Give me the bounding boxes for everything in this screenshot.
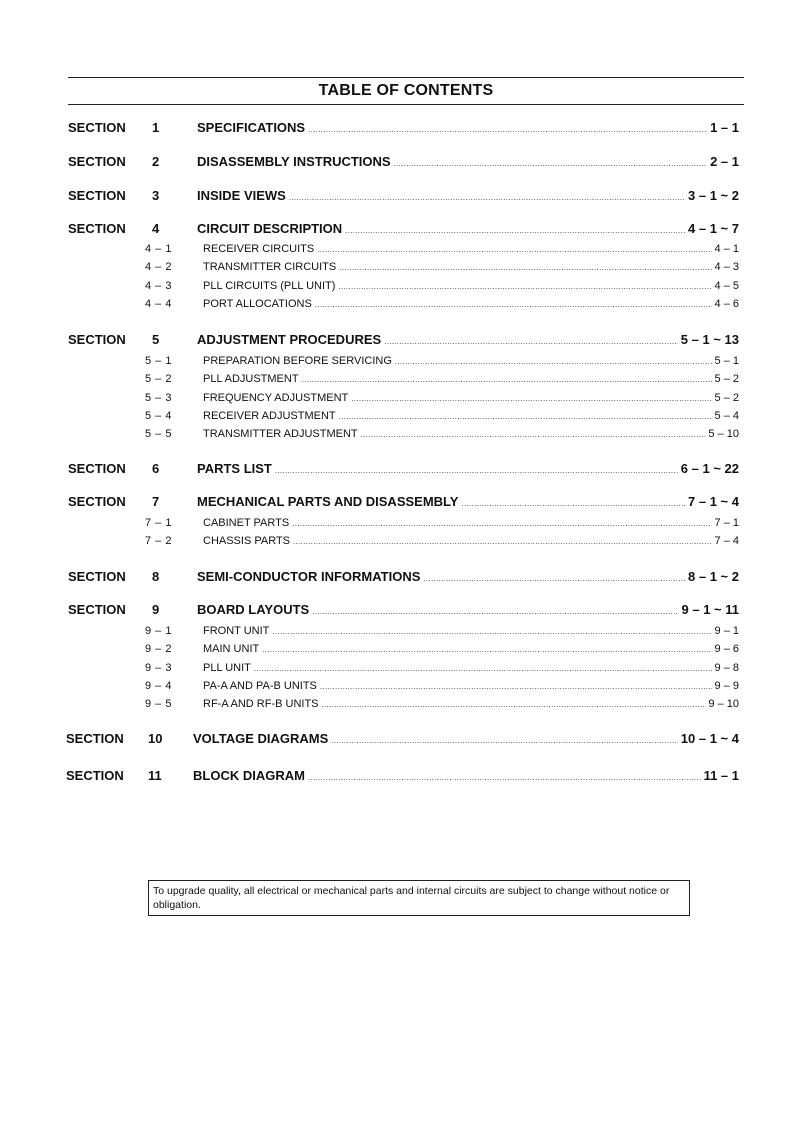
subsection-51-entry [203, 355, 739, 367]
subsection-94-entry [203, 680, 739, 692]
section-1-entry-title: SPECIFICATIONS [197, 120, 306, 135]
section-7-entry-leader [461, 499, 685, 508]
subsection-55-entry-pages: 5 – 10 [708, 428, 739, 441]
subsection-55-entry-leader [361, 430, 706, 439]
subsection-72-entry-pages: 7 – 4 [714, 535, 739, 548]
subsection-93-entry-leader [254, 664, 712, 673]
subsection-54-entry-title: RECEIVER ADJUSTMENT [203, 409, 336, 422]
subsection-42-entry-title: TRANSMITTER CIRCUITS [203, 261, 337, 274]
subsection-91-entry-title: FRONT UNIT [203, 625, 270, 637]
subsection-44-entry-pages: 4 – 6 [714, 297, 739, 310]
subsection-54-entry-pages: 5 – 4 [714, 409, 739, 422]
subsection-95-entry-pages: 9 – 10 [708, 698, 739, 711]
section-8-entry-leader [423, 574, 685, 583]
section-4-number: 4 [152, 221, 160, 236]
subsection-44-entry [203, 298, 739, 310]
subsection-41-entry-title: RECEIVER CIRCUITS [203, 243, 315, 255]
section-1-entry-leader [308, 125, 707, 134]
section-11-label: SECTION [66, 768, 124, 783]
section-11-entry-leader [308, 773, 701, 782]
section-9-entry-title: BOARD LAYOUTS [197, 602, 310, 617]
subsection-91-entry [203, 625, 739, 637]
subsection-93-entry [203, 662, 739, 674]
subsection-72-entry-leader [293, 537, 712, 546]
section-11-entry [193, 768, 739, 783]
section-3-entry-title: INSIDE VIEWS [197, 188, 286, 203]
section-6-entry-title: PARTS LIST [197, 461, 272, 476]
subsection-44-entry-leader [315, 300, 712, 309]
subsection-71-entry-title: CABINET PARTS [203, 517, 290, 529]
subsection-53-entry-title: FREQUENCY ADJUSTMENT [203, 391, 349, 404]
subsection-53-number: 5 – 3 [145, 391, 172, 404]
section-7-entry [197, 494, 739, 509]
top-rule [68, 77, 744, 78]
section-5-entry [197, 332, 739, 347]
section-5-entry-pages: 5 – 1 ~ 13 [680, 332, 739, 347]
section-8-label: SECTION [68, 569, 126, 584]
subsection-72-entry [203, 535, 739, 547]
subsection-95-number: 9 – 5 [145, 698, 172, 711]
subsection-93-entry-title: PLL UNIT [203, 661, 251, 674]
subsection-51-entry-pages: 5 – 1 [714, 355, 739, 367]
section-6-entry-pages: 6 – 1 ~ 22 [680, 461, 739, 476]
subsection-93-entry-pages: 9 – 8 [714, 661, 739, 674]
subsection-43-entry [203, 280, 739, 292]
section-4-entry [197, 221, 739, 236]
subsection-92-entry-pages: 9 – 6 [714, 643, 739, 656]
section-2-entry [197, 154, 739, 169]
page-title: TABLE OF CONTENTS [318, 82, 494, 99]
subsection-94-number: 9 – 4 [145, 679, 172, 692]
subsection-43-number: 4 – 3 [145, 279, 172, 292]
subsection-54-number: 5 – 4 [145, 409, 172, 422]
subsection-91-number: 9 – 1 [145, 625, 172, 637]
section-2-number: 2 [152, 154, 160, 169]
section-8-entry [197, 569, 739, 584]
subsection-55-entry-title: TRANSMITTER ADJUSTMENT [203, 428, 358, 441]
section-11-entry-pages: 11 – 1 [703, 768, 739, 783]
section-1-number: 1 [152, 120, 160, 135]
section-8-number: 8 [152, 569, 160, 584]
section-2-entry-pages: 2 – 1 [710, 154, 739, 169]
subsection-41-entry [203, 243, 739, 255]
section-10-entry [193, 731, 739, 746]
subsection-94-entry-pages: 9 – 9 [714, 679, 739, 692]
section-6-number: 6 [152, 461, 160, 476]
subsection-41-entry-leader [317, 245, 711, 254]
subsection-92-entry [203, 643, 739, 655]
subsection-52-entry [203, 373, 739, 385]
subsection-72-entry-title: CHASSIS PARTS [203, 535, 291, 548]
subsection-55-entry [203, 428, 739, 440]
section-5-entry-title: ADJUSTMENT PROCEDURES [197, 332, 382, 347]
title-rule [68, 104, 744, 105]
subsection-71-entry-pages: 7 – 1 [714, 517, 739, 529]
subsection-94-entry-leader [320, 682, 712, 691]
section-8-entry-title: SEMI-CONDUCTOR INFORMATIONS [197, 569, 421, 584]
subsection-71-entry [203, 517, 739, 529]
notice-box: To upgrade quality, all electrical or mechanical parts and internal circuits are subject to change without notice or obligation. [148, 880, 690, 916]
subsection-95-entry-title: RF-A AND RF-B UNITS [203, 698, 319, 711]
section-3-label: SECTION [68, 188, 126, 203]
section-4-entry-leader [345, 226, 685, 235]
section-4-entry-pages: 4 – 1 ~ 7 [688, 221, 739, 236]
section-10-entry-pages: 10 – 1 ~ 4 [680, 731, 739, 746]
subsection-52-entry-leader [302, 375, 712, 384]
section-3-entry-pages: 3 – 1 ~ 2 [688, 188, 739, 203]
section-10-number: 10 [148, 731, 163, 746]
section-1-entry [197, 120, 739, 135]
subsection-52-number: 5 – 2 [145, 373, 172, 386]
section-3-entry-leader [289, 193, 685, 202]
subsection-43-entry-leader [338, 282, 711, 291]
section-7-entry-title: MECHANICAL PARTS AND DISASSEMBLY [197, 494, 459, 509]
subsection-53-entry [203, 392, 739, 404]
subsection-71-entry-leader [292, 519, 711, 528]
subsection-41-entry-pages: 4 – 1 [714, 243, 739, 255]
section-9-entry-leader [312, 607, 678, 616]
section-7-number: 7 [152, 494, 160, 509]
subsection-44-entry-title: PORT ALLOCATIONS [203, 297, 312, 310]
section-11-entry-title: BLOCK DIAGRAM [193, 768, 305, 783]
subsection-95-entry-leader [322, 700, 706, 709]
section-6-label: SECTION [68, 461, 126, 476]
subsection-51-entry-title: PREPARATION BEFORE SERVICING [203, 355, 392, 367]
subsection-94-entry-title: PA-A AND PA-B UNITS [203, 679, 317, 692]
section-9-label: SECTION [68, 602, 126, 617]
subsection-72-number: 7 – 2 [145, 535, 172, 548]
section-10-entry-leader [331, 736, 678, 745]
section-4-label: SECTION [68, 221, 126, 236]
subsection-41-number: 4 – 1 [145, 243, 172, 255]
section-9-entry [197, 602, 739, 617]
subsection-42-entry [203, 261, 739, 273]
section-5-label: SECTION [68, 332, 126, 347]
subsection-92-number: 9 – 2 [145, 643, 172, 656]
subsection-44-number: 4 – 4 [145, 297, 172, 310]
subsection-42-entry-pages: 4 – 3 [714, 261, 739, 274]
section-3-number: 3 [152, 188, 160, 203]
subsection-51-number: 5 – 1 [145, 355, 172, 367]
section-10-label: SECTION [66, 731, 124, 746]
section-7-entry-pages: 7 – 1 ~ 4 [688, 494, 739, 509]
section-2-label: SECTION [68, 154, 126, 169]
subsection-71-number: 7 – 1 [145, 517, 172, 529]
subsection-42-entry-leader [339, 263, 711, 272]
section-6-entry [197, 461, 739, 476]
section-9-number: 9 [152, 602, 160, 617]
subsection-54-entry-leader [339, 412, 712, 421]
subsection-52-entry-pages: 5 – 2 [714, 373, 739, 386]
subsection-52-entry-title: PLL ADJUSTMENT [203, 373, 299, 386]
section-3-entry [197, 188, 739, 203]
subsection-95-entry [203, 698, 739, 710]
section-7-label: SECTION [68, 494, 126, 509]
subsection-51-entry-leader [395, 357, 712, 366]
subsection-92-entry-title: MAIN UNIT [203, 643, 260, 656]
section-9-entry-pages: 9 – 1 ~ 11 [681, 602, 739, 617]
section-11-number: 11 [148, 768, 162, 783]
subsection-43-entry-pages: 4 – 5 [714, 279, 739, 292]
section-5-entry-leader [384, 337, 678, 346]
section-6-entry-leader [275, 466, 678, 475]
subsection-54-entry [203, 410, 739, 422]
subsection-91-entry-leader [272, 627, 711, 636]
subsection-93-number: 9 – 3 [145, 661, 172, 674]
subsection-92-entry-leader [262, 645, 711, 654]
section-8-entry-pages: 8 – 1 ~ 2 [688, 569, 739, 584]
section-5-number: 5 [152, 332, 160, 347]
section-4-entry-title: CIRCUIT DESCRIPTION [197, 221, 343, 236]
subsection-53-entry-pages: 5 – 2 [714, 391, 739, 404]
section-10-entry-title: VOLTAGE DIAGRAMS [193, 731, 329, 746]
section-1-label: SECTION [68, 120, 126, 135]
subsection-43-entry-title: PLL CIRCUITS (PLL UNIT) [203, 279, 336, 292]
section-2-entry-title: DISASSEMBLY INSTRUCTIONS [197, 154, 391, 169]
section-2-entry-leader [394, 159, 707, 168]
subsection-53-entry-leader [351, 394, 711, 403]
section-1-entry-pages: 1 – 1 [710, 120, 739, 135]
subsection-55-number: 5 – 5 [145, 428, 172, 441]
subsection-42-number: 4 – 2 [145, 261, 172, 274]
subsection-91-entry-pages: 9 – 1 [714, 625, 739, 637]
